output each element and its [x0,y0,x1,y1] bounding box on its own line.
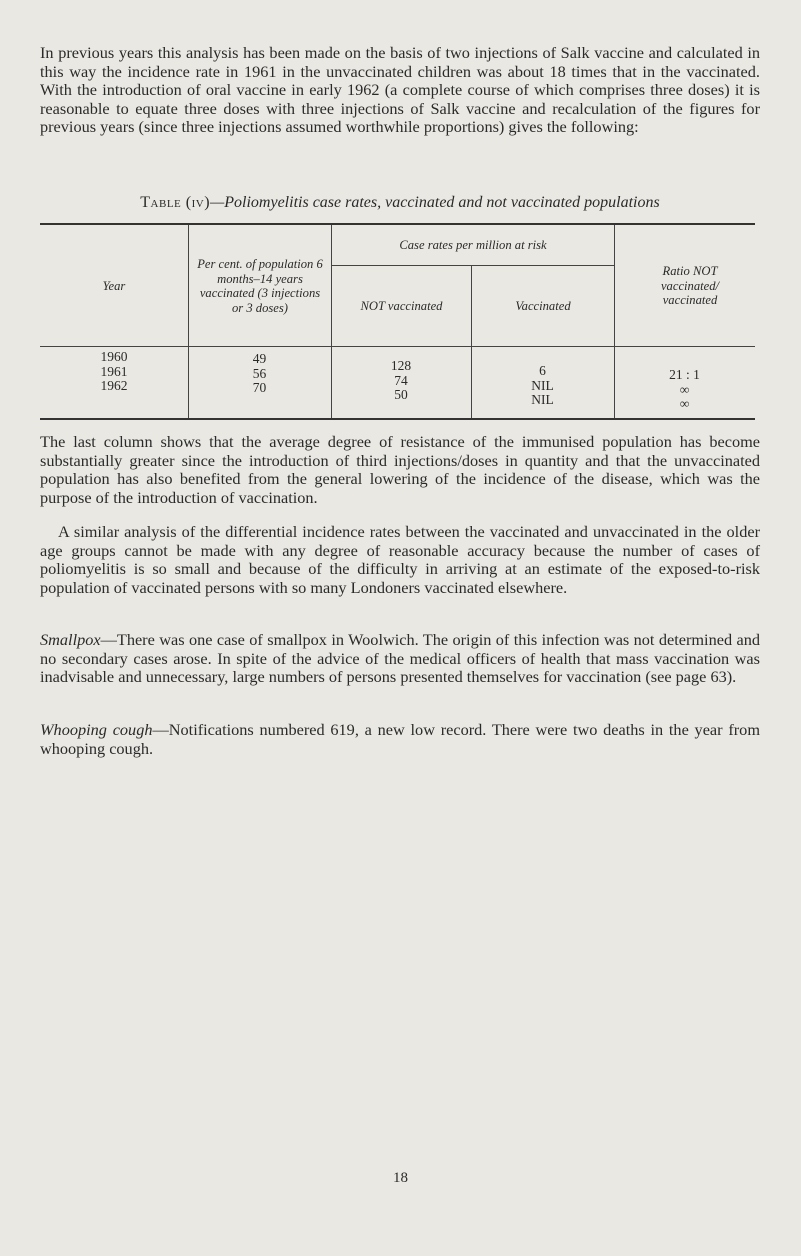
vaccinated-column [471,364,614,408]
table-cell-ratio: 21 : 1 [669,367,700,382]
whooping-cough-text: —Notifications numbered 619, a new low record. There were two deaths in the year from whooping cough. [40,720,760,758]
table-header-rule [40,346,755,347]
paragraph-older-age-groups: A similar analysis of the differential incidence rates between the vaccinated and unvaccinated in the older age groups cannot be made with any degree of reasonable accuracy because the number of cases of poliomyelitis is so small and because of the difficulty in arriving at an estimate of the exposed-to-risk population of vaccinated persons with so many Londoners vaccinated elsewhere. [40,522,760,597]
header-ratio: Ratio NOT vaccinated/ vaccinated [660,264,720,308]
table-cell-vaccinated: NIL [531,392,554,407]
page-number: 18 [393,1170,408,1186]
header-year: Year [102,278,126,293]
table-cell-year: 1960 [100,349,128,364]
header-not-vaccinated: NOT vaccinated [360,298,443,313]
table-cell-per-cent: 56 [252,365,267,381]
table-cell-year: 1962 [100,378,128,393]
intro-paragraph: In previous years this analysis has been made on the basis of two injections of Salk vaccine and calculated in this way the incidence rate in 1961 in the unvaccinated children was about 18 times that in the vaccinated. With the introduction of oral vaccine in early 1962 (a complete course of which comprises three doses) it is reasonable to equate three doses with three injections of Salk vaccine and recalculation of the figures for previous years (since three injections assumed worthwhile proportions) gives the following: [40,43,760,137]
whooping-cough-lead: Whooping cough [40,720,153,739]
case-rates-subheader-rule [331,265,614,266]
smallpox-lead: Smallpox [40,630,101,649]
table-caption [40,194,760,212]
table-bottom-rule [40,418,755,420]
table-cell-ratio: ∞ [679,396,690,411]
table-caption-label: Table (iv) [140,194,211,211]
table-cell-vaccinated: NIL [531,377,554,393]
year-column [40,350,188,394]
ratio-column [614,368,755,412]
header-per-cent-vaccinated: Per cent. of population 6 months–14 years vaccinated (3 injections or 3 doses) [197,257,323,315]
header-vaccinated: Vaccinated [515,298,571,313]
header-case-rates-group: Case rates per million at risk [399,237,547,252]
table-cell-per-cent: 49 [252,351,267,366]
not-vaccinated-column [331,359,471,403]
paragraph-smallpox [40,631,760,687]
paragraph-whooping-cough [40,721,760,758]
per-cent-column [188,352,331,396]
table-cell-not-vaccinated: 74 [394,372,408,388]
table-cell-not-vaccinated: 50 [394,387,408,402]
table-cell-per-cent: 70 [252,380,267,395]
table-caption-title: —Poliomyelitis case rates, vaccinated and not vaccinated populations [210,194,660,211]
table-cell-not-vaccinated: 128 [390,358,412,373]
table-cell-year: 1961 [100,363,128,379]
smallpox-text: —There was one case of smallpox in Woolwich. The origin of this infection was not determined and no secondary cases arose. In spite of the advice of the medical officers of health that mass vaccination was inadvisable and unnecessary, large numbers of persons presented themselves for vaccination (see page 63). [40,630,760,687]
table-cell-vaccinated: 6 [539,363,546,378]
table-cell-ratio: ∞ [679,381,690,397]
table-top-rule [40,223,755,225]
paragraph-resistance: The last column shows that the average degree of resistance of the immunised population has become substantially greater since the introduction of third injections/doses in quantity and that the unvaccinated population has also benefited from the general lowering of the incidence of the disease, which was the purpose of the introduction of vaccination. [40,432,760,507]
